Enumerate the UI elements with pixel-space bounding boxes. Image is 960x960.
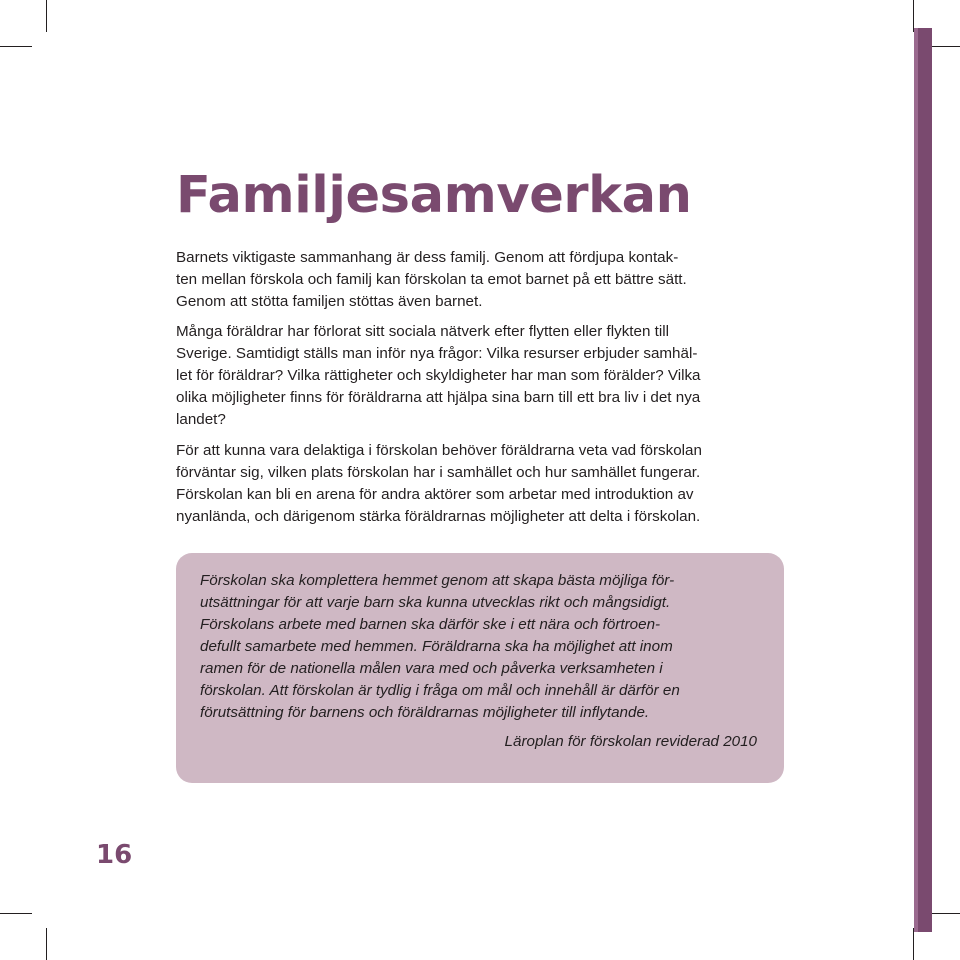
crop-mark-bottom-left [46, 928, 47, 960]
quote-line: Förskolans arbete med barnen ska därför ske i ett nära och förtroen- [200, 616, 661, 633]
quote-line: Förskolan ska komplettera hemmet genom att skapa bästa möjliga för- [200, 572, 675, 589]
quote-line: defullt samarbete med hemmen. Föräldrarna ska ha möjlighet att inom [200, 638, 673, 655]
paragraph-line: landet? [176, 411, 226, 428]
crop-mark-top-right-horizontal [932, 46, 960, 47]
page-title: Familjesamverkan [176, 166, 692, 225]
paragraph-line: ten mellan förskola och familj kan förskolan ta emot barnet på ett bättre sätt. [176, 271, 687, 288]
paragraph-2 [176, 321, 796, 431]
paragraph-line: Förskolan kan bli en arena för andra aktörer som arbetar med introduktion av [176, 486, 694, 503]
paragraph-1 [176, 247, 796, 313]
crop-mark-bottom-right [913, 928, 914, 960]
quote-box [176, 553, 784, 783]
quote-line: förskolan. Att förskolan är tydlig i fråga om mål och innehåll är därför en [200, 682, 680, 699]
crop-mark-bottom-left-horizontal [0, 913, 32, 914]
paragraph-line: För att kunna vara delaktiga i förskolan behöver föräldrarna veta vad förskolan [176, 442, 702, 459]
quote-text [200, 570, 780, 724]
paragraph-3 [176, 440, 796, 528]
page-number: 16 [96, 840, 133, 870]
quote-line: ramen för de nationella målen vara med och påverka verksamheten i [200, 660, 663, 677]
paragraph-line: olika möjligheter finns för föräldrarna att hjälpa sina barn till ett bra liv i det nya [176, 389, 701, 406]
crop-mark-top-left [46, 0, 47, 32]
page-edge-accent-bar [914, 28, 932, 932]
paragraph-line: nyanlända, och därigenom stärka föräldrarnas möjligheter att delta i förskolan. [176, 508, 701, 525]
quote-source: Läroplan för förskolan reviderad 2010 [504, 733, 757, 750]
quote-line: utsättningar för att varje barn ska kunna utvecklas rikt och mångsidigt. [200, 594, 671, 611]
quote-line: förutsättning för barnens och föräldrarnas möjligheter till inflytande. [200, 704, 650, 721]
crop-mark-bottom-right-horizontal [932, 913, 960, 914]
paragraph-line: Genom att stötta familjen stöttas även barnet. [176, 293, 483, 310]
paragraph-line: Barnets viktigaste sammanhang är dess familj. Genom att fördjupa kontak- [176, 249, 679, 266]
paragraph-line: förväntar sig, vilken plats förskolan har i samhället och hur samhället fungerar. [176, 464, 701, 481]
paragraph-line: Sverige. Samtidigt ställs man inför nya frågor: Vilka resurser erbjuder samhäl- [176, 345, 698, 362]
paragraph-line: let för föräldrar? Vilka rättigheter och skyldigheter har man som förälder? Vilka [176, 367, 701, 384]
crop-mark-top-left-horizontal [0, 46, 32, 47]
paragraph-line: Många föräldrar har förlorat sitt sociala nätverk efter flytten eller flykten till [176, 323, 669, 340]
